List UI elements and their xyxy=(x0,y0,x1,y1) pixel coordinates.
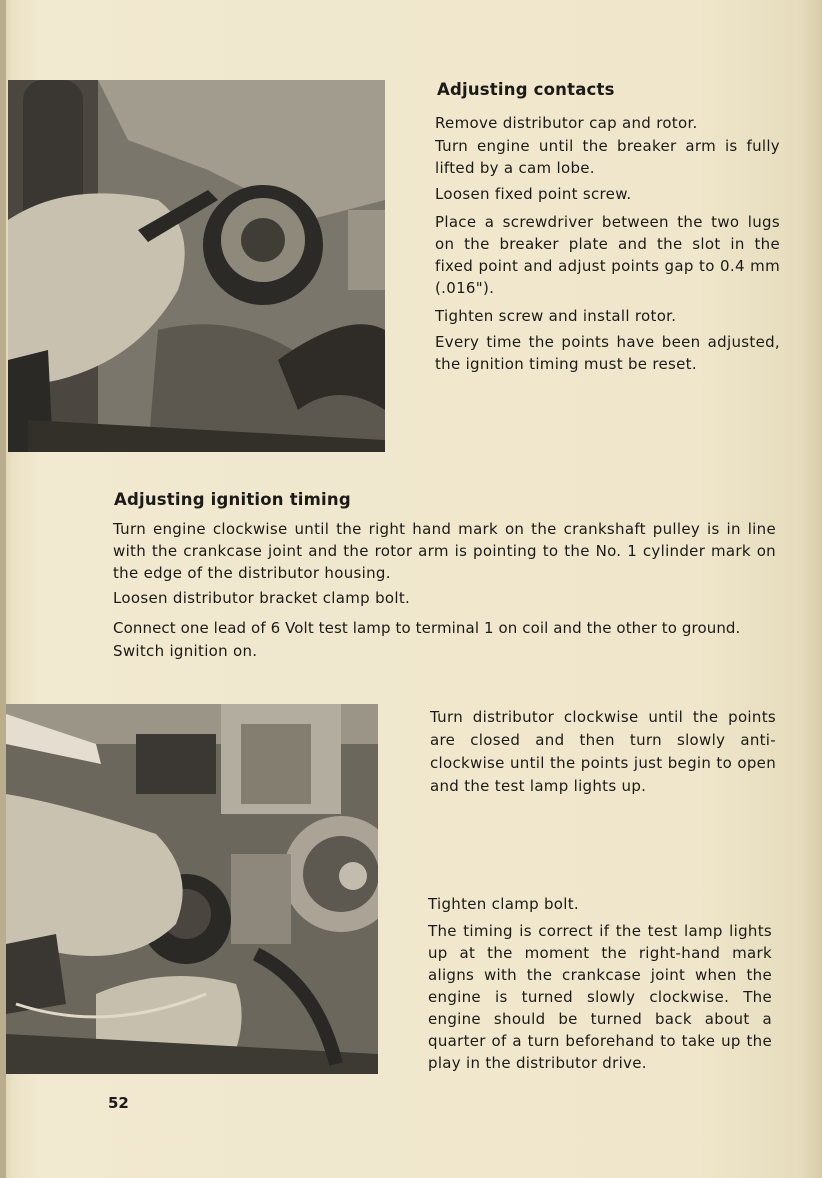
paragraph: Place a screwdriver between the two lugs on the breaker plate and the slot in the fixed point and adjust points gap to 0.4 mm (.016"). xyxy=(435,213,780,297)
paragraph: Turn distributor clockwise until the points are closed and then turn slowly anti-clockwise until the points just begin to open and the test lamp lights up. xyxy=(430,708,776,795)
paragraph: Loosen fixed point screw. xyxy=(435,185,632,203)
page-number: 52 xyxy=(108,1094,129,1112)
paragraph: Connect one lead of 6 Volt test lamp to terminal 1 on coil and the other to ground. xyxy=(113,619,741,637)
paragraph: The timing is correct if the test lamp lights up at the moment the right-hand mark aligns with the crankcase joint when the engine is turned slowly clockwise. The engine should be turned back about a quarter of a turn beforehand to take up the play in the distributor drive. xyxy=(428,922,772,1072)
paragraph: Loosen distributor bracket clamp bolt. xyxy=(113,589,411,607)
paragraph: Turn engine clockwise until the right hand mark on the crankshaft pulley is in line with the crankcase joint and the rotor arm is pointing to the No. 1 cylinder mark on the edge of the distributor housing. xyxy=(113,520,776,582)
heading-adjusting-ignition-timing: Adjusting ignition timing xyxy=(114,490,351,509)
paragraph: Switch ignition on. xyxy=(113,642,258,660)
paragraph: Tighten screw and install rotor. xyxy=(435,307,677,325)
photo-ignition-timing xyxy=(6,704,378,1074)
paragraph: Remove distributor cap and rotor. xyxy=(435,114,698,132)
paragraph: Tighten clamp bolt. xyxy=(428,895,580,913)
heading-adjusting-contacts: Adjusting contacts xyxy=(437,80,615,99)
paragraph: Turn engine until the breaker arm is fully lifted by a cam lobe. xyxy=(435,137,780,177)
paragraph: Every time the points have been adjusted, the ignition timing must be reset. xyxy=(435,333,780,373)
photo-adjusting-contacts xyxy=(8,80,385,452)
